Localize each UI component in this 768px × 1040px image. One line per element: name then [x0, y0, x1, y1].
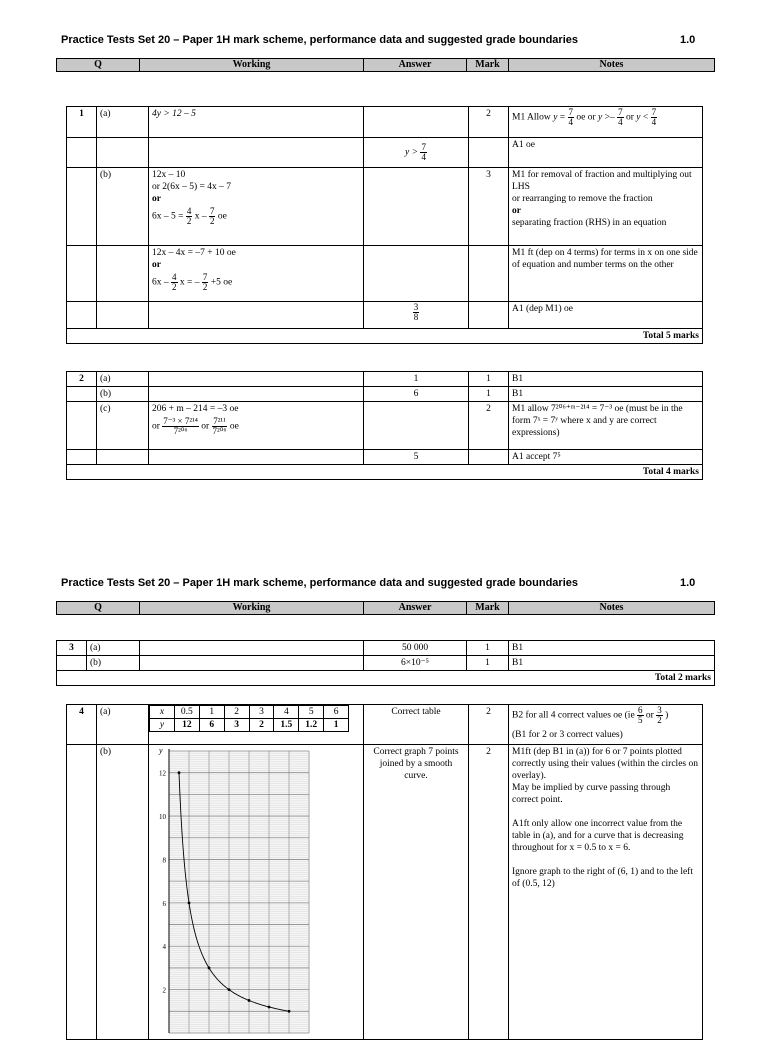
q1-total: Total 5 marks — [67, 329, 703, 344]
y-tick-label: 10 — [159, 813, 166, 822]
data-point — [248, 999, 251, 1002]
col-q: Q — [57, 59, 140, 72]
q2c-mark: 2 — [469, 402, 509, 450]
q2a-answer: 1 — [364, 372, 469, 387]
q2c-working: 206 + m – 214 = –3 oe or $\frac{\text{7⁻³ × 7²¹⁴}}{\text{7²⁰⁶}}$ or $\frac{\text{7²¹¹}}{\text{7²⁰⁶}}$ oe — [149, 402, 364, 450]
question-2-table — [66, 371, 703, 480]
q3a-answer: 50 000 — [364, 641, 467, 656]
q4a-answer: Correct table — [364, 705, 469, 745]
q2-part-a: (a) — [97, 372, 149, 387]
data-point — [188, 901, 191, 904]
y-value-cell: 3 — [224, 719, 249, 732]
col-notes: Notes — [509, 59, 715, 72]
q2c-answer: 5 — [364, 450, 469, 465]
question-3-table — [56, 640, 715, 686]
question-4-table — [66, 704, 703, 1040]
y-tick-label: 2 — [162, 986, 166, 995]
q2c-note2: A1 accept 7⁵ — [509, 450, 703, 465]
x-value-cell: 0.5 — [174, 706, 199, 719]
q1b-notes: M1 for removal of fraction and multiplying out LHS or rearranging to remove the fraction or separating fraction (RHS) in an equation — [509, 168, 703, 246]
question-1-table — [66, 106, 703, 344]
q1-part-b: (b) — [97, 168, 149, 246]
q4-number: 4 — [67, 705, 97, 745]
q1a-answer: y > $\frac{7}{4}$ — [364, 138, 469, 168]
y-value-cell: 6 — [199, 719, 224, 732]
q2-part-c: (c) — [97, 402, 149, 450]
y-tick-label: 8 — [162, 856, 166, 865]
column-header-row-2 — [56, 601, 715, 615]
q1b-note6: A1 (dep M1) oe — [509, 302, 703, 329]
col-answer-2: Answer — [364, 602, 467, 615]
x-value-cell: 2 — [224, 706, 249, 719]
q4b-answer: Correct graph 7 points joined by a smooth curve. — [364, 745, 469, 1040]
q2a-note: B1 — [509, 372, 703, 387]
q1a-note2: A1 oe — [509, 138, 703, 168]
x-value-cell: 1 — [199, 706, 224, 719]
xy-table: x 0.5 1 2 3 4 5 6 y 12 6 3 2 1.5 1.2 1 — [149, 705, 349, 732]
y-value-cell: 1.5 — [274, 719, 299, 732]
col-q-2: Q — [57, 602, 140, 615]
y-value-cell: 2 — [249, 719, 274, 732]
y-tick-label: 6 — [162, 899, 166, 908]
q3b-mark: 1 — [467, 656, 509, 671]
q1-number: 1 — [67, 107, 97, 138]
q3-number: 3 — [57, 641, 87, 656]
x-value-cell: 4 — [274, 706, 299, 719]
q4a-working — [149, 705, 364, 745]
col-answer: Answer — [364, 59, 467, 72]
q1a-note1: M1 Allow y = $\frac{7}{4}$ oe or y >– $\frac{7}{4}$ or y < $\frac{7}{4}$ — [509, 107, 703, 138]
q3-total: Total 2 marks — [57, 671, 715, 686]
q1b-mark: 3 — [469, 168, 509, 246]
q4b-graph-cell — [149, 745, 364, 1040]
q4-part-b: (b) — [97, 745, 149, 1040]
column-header-row-1 — [56, 58, 715, 72]
q4b-notes: M1ft (dep B1 in (a)) for 6 or 7 points plotted correctly using their values (within the circles on overlay). May be implied by curve passing through correct point. A1ft only allow one incorrect value from the table in (a), and for a curve that is decreasing throughout for x = 0.5 to x = 6. Ignore graph to the right of (6, 1) and to the left of (0.5, 12) — [509, 745, 703, 1040]
y-value-cell: 12 — [174, 719, 199, 732]
q4a-notes: B2 for all 4 correct values oe (ie $\frac{6}{5}$ or $\frac{3}{2}$ ) (B1 for 2 or 3 correct values) — [509, 705, 703, 745]
y-tick-label: 12 — [159, 769, 166, 778]
col-working: Working — [140, 59, 364, 72]
y-tick-label: 4 — [162, 943, 166, 952]
graph-y-vs-x — [149, 745, 349, 1035]
q3-part-a: (a) — [87, 641, 140, 656]
page-header-version: 1.0 — [680, 34, 696, 46]
page-header-title: Practice Tests Set 20 – Paper 1H mark scheme, performance data and suggested grade boundaries — [61, 34, 578, 46]
data-point — [268, 1006, 271, 1009]
y-value-cell: 1 — [324, 719, 349, 732]
q4b-mark: 2 — [469, 745, 509, 1040]
q1b-answer: $\frac{3}{8}$ — [364, 302, 469, 329]
q1a-mark: 2 — [469, 107, 509, 138]
x-value-cell: 5 — [299, 706, 324, 719]
data-point — [208, 967, 211, 970]
data-point — [288, 1010, 291, 1013]
q4-part-a: (a) — [97, 705, 149, 745]
x-value-cell: 6 — [324, 706, 349, 719]
col-mark: Mark — [467, 59, 509, 72]
col-mark-2: Mark — [467, 602, 509, 615]
q2b-note: B1 — [509, 387, 703, 402]
q3b-answer: 6×10⁻⁵ — [364, 656, 467, 671]
q3a-mark: 1 — [467, 641, 509, 656]
data-point — [178, 771, 181, 774]
q2a-mark: 1 — [469, 372, 509, 387]
q4a-mark: 2 — [469, 705, 509, 745]
q2c-note1: M1 allow 7²⁰⁶⁺ᵐ⁻²¹⁴ = 7⁻³ oe (must be in the form 7ˣ = 7ʸ where x and y are correct expressions) — [509, 402, 703, 450]
page-header-version-2: 1.0 — [680, 577, 696, 589]
q3a-note: B1 — [509, 641, 715, 656]
q1b-working-2: 12x – 4x = –7 + 10 oe or 6x – $\frac{4}{2}$ x = – $\frac{7}{2}$ +5 oe — [149, 246, 364, 302]
y-value-cell: 1.2 — [299, 719, 324, 732]
q2b-answer: 6 — [364, 387, 469, 402]
page-header-title-2: Practice Tests Set 20 – Paper 1H mark scheme, performance data and suggested grade boundaries — [61, 577, 578, 589]
q2-total: Total 4 marks — [67, 465, 703, 480]
q1b-working: 12x – 10 or 2(6x – 5) = 4x – 7 or 6x – 5 = $\frac{4}{2}$ x – $\frac{7}{2}$ oe — [149, 168, 364, 246]
y-axis-label: y — [159, 746, 163, 755]
q2b-mark: 1 — [469, 387, 509, 402]
col-working-2: Working — [140, 602, 364, 615]
q2-part-b: (b) — [97, 387, 149, 402]
q3b-note: B1 — [509, 656, 715, 671]
col-notes-2: Notes — [509, 602, 715, 615]
data-point — [228, 988, 231, 991]
q2-number: 2 — [67, 372, 97, 387]
q1b-note5: M1 ft (dep on 4 terms) for terms in x on one side of equation and number terms on the other — [509, 246, 703, 302]
q1-part-a: (a) — [97, 107, 149, 138]
x-value-cell: 3 — [249, 706, 274, 719]
q3-part-b: (b) — [87, 656, 140, 671]
q1a-working: 4y > 12 – 5 — [149, 107, 364, 138]
